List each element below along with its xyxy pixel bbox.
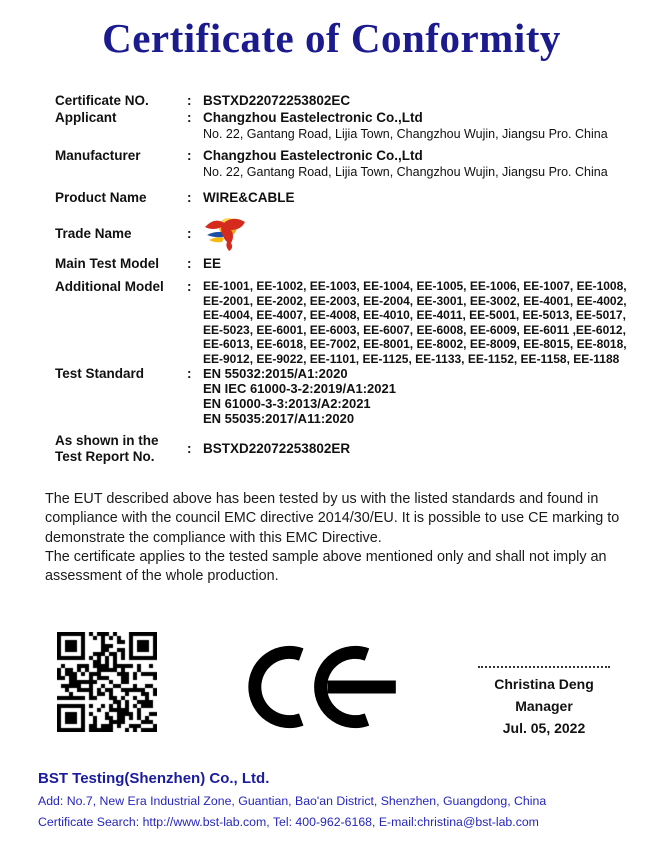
test-standard-label: Test Standard xyxy=(55,366,145,381)
signatory-role: Manager xyxy=(515,698,573,714)
main-test-model-value: EE xyxy=(203,256,222,271)
manufacturer-name: Changzhou Eastelectronic Co.,Ltd xyxy=(203,148,423,163)
certificate-no-value: BSTXD22072253802EC xyxy=(203,93,351,108)
colon: : xyxy=(187,226,192,241)
additional-model-list xyxy=(203,279,650,367)
standard-line: EN 61000-3-3:2013/A2:2021 xyxy=(203,396,371,411)
applicant-name: Changzhou Eastelectronic Co.,Ltd xyxy=(203,110,423,125)
standard-line: EN 55035:2017/A11:2020 xyxy=(203,411,355,426)
product-name-label: Product Name xyxy=(55,190,147,205)
test-standard-list xyxy=(203,366,650,426)
test-report-value: BSTXD22072253802ER xyxy=(203,441,351,456)
colon: : xyxy=(187,256,192,271)
standard-line: EN IEC 61000-3-2:2019/A1:2021 xyxy=(203,381,396,396)
statement-paragraph-1: The EUT described above has been tested by us with the listed standards and found in compliance with the council EMC directive 2014/30/EU. It is possible to use CE marking to demonstrate the compliance with this EMC Directive. xyxy=(45,491,620,546)
field-additional-model xyxy=(55,279,650,367)
manufacturer-label: Manufacturer xyxy=(55,148,141,163)
trade-name-logo xyxy=(203,212,650,256)
trade-name-label: Trade Name xyxy=(55,226,132,241)
model-line: EE-6013, EE-6018, EE-7002, EE-8001, EE-8002, EE-8009, EE-8015, EE-8018, xyxy=(203,337,627,352)
issuer-contact: Certificate Search: http://www.bst-lab.com, Tel: 400-962-6168, E-mail:christina@bst-lab.com xyxy=(38,815,539,829)
field-test-standard xyxy=(55,366,650,426)
colon: : xyxy=(187,441,192,456)
signatory-name: Christina Deng xyxy=(494,676,594,692)
issuer-address: Add: No.7, New Era Industrial Zone, Guantian, Bao'an District, Shenzhen, Guangdong, China xyxy=(38,794,547,808)
manufacturer-value xyxy=(203,148,650,181)
standard-line: EN 55032:2015/A1:2020 xyxy=(203,366,348,381)
signature-block xyxy=(462,666,626,739)
statement-paragraph-2: The certificate applies to the tested sample above mentioned only and shall not imply an assessment of the whole production. xyxy=(45,548,607,585)
certificate-no-label: Certificate NO. xyxy=(55,93,149,108)
field-manufacturer xyxy=(55,148,650,181)
signature-dotted-line xyxy=(478,666,610,668)
model-line: EE-4004, EE-4007, EE-4008, EE-4010, EE-4011, EE-5001, EE-5013, EE-5017, xyxy=(203,308,626,323)
test-report-label: As shown in the Test Report No. xyxy=(55,433,159,464)
field-test-report-no xyxy=(55,433,650,465)
ce-mark-icon xyxy=(246,642,402,732)
page-title: Certificate of Conformity xyxy=(102,15,561,61)
bird-sun-logo-icon xyxy=(203,212,247,256)
model-line: EE-2001, EE-2002, EE-2003, EE-2004, EE-3001, EE-3002, EE-4001, EE-4002, xyxy=(203,293,627,308)
manufacturer-address: No. 22, Gantang Road, Lijia Town, Changzhou Wujin, Jiangsu Pro. China xyxy=(203,165,608,179)
model-line: EE-1001, EE-1002, EE-1003, EE-1004, EE-1005, EE-1006, EE-1007, EE-1008, xyxy=(203,279,627,293)
applicant-address: No. 22, Gantang Road, Lijia Town, Changzhou Wujin, Jiangsu Pro. China xyxy=(203,127,608,141)
product-name-value: WIRE&CABLE xyxy=(203,190,295,205)
colon: : xyxy=(187,148,192,163)
colon: : xyxy=(187,93,192,108)
colon: : xyxy=(187,366,192,381)
signature-date: Jul. 05, 2022 xyxy=(502,720,586,736)
applicant-value xyxy=(203,110,650,143)
model-line: EE-9012, EE-9022, EE-1101, EE-1125, EE-1133, EE-1152, EE-1158, EE-1188 xyxy=(203,351,620,366)
applicant-label: Applicant xyxy=(55,110,117,125)
field-main-test-model xyxy=(55,256,650,272)
field-certificate-no xyxy=(55,93,650,109)
additional-model-label: Additional Model xyxy=(55,279,164,294)
field-trade-name xyxy=(55,212,650,256)
main-test-model-label: Main Test Model xyxy=(55,256,160,271)
colon: : xyxy=(187,279,192,294)
footer xyxy=(38,769,638,830)
field-product-name xyxy=(55,190,650,206)
issuer-company-name: BST Testing(Shenzhen) Co., Ltd. xyxy=(38,770,270,787)
colon: : xyxy=(187,110,192,125)
qr-code xyxy=(57,632,157,732)
field-applicant xyxy=(55,110,650,143)
conformity-statement xyxy=(45,490,651,586)
model-line: EE-5023, EE-6001, EE-6003, EE-6007, EE-6008, EE-6009, EE-6011 ,EE-6012, xyxy=(203,322,626,337)
colon: : xyxy=(187,190,192,205)
